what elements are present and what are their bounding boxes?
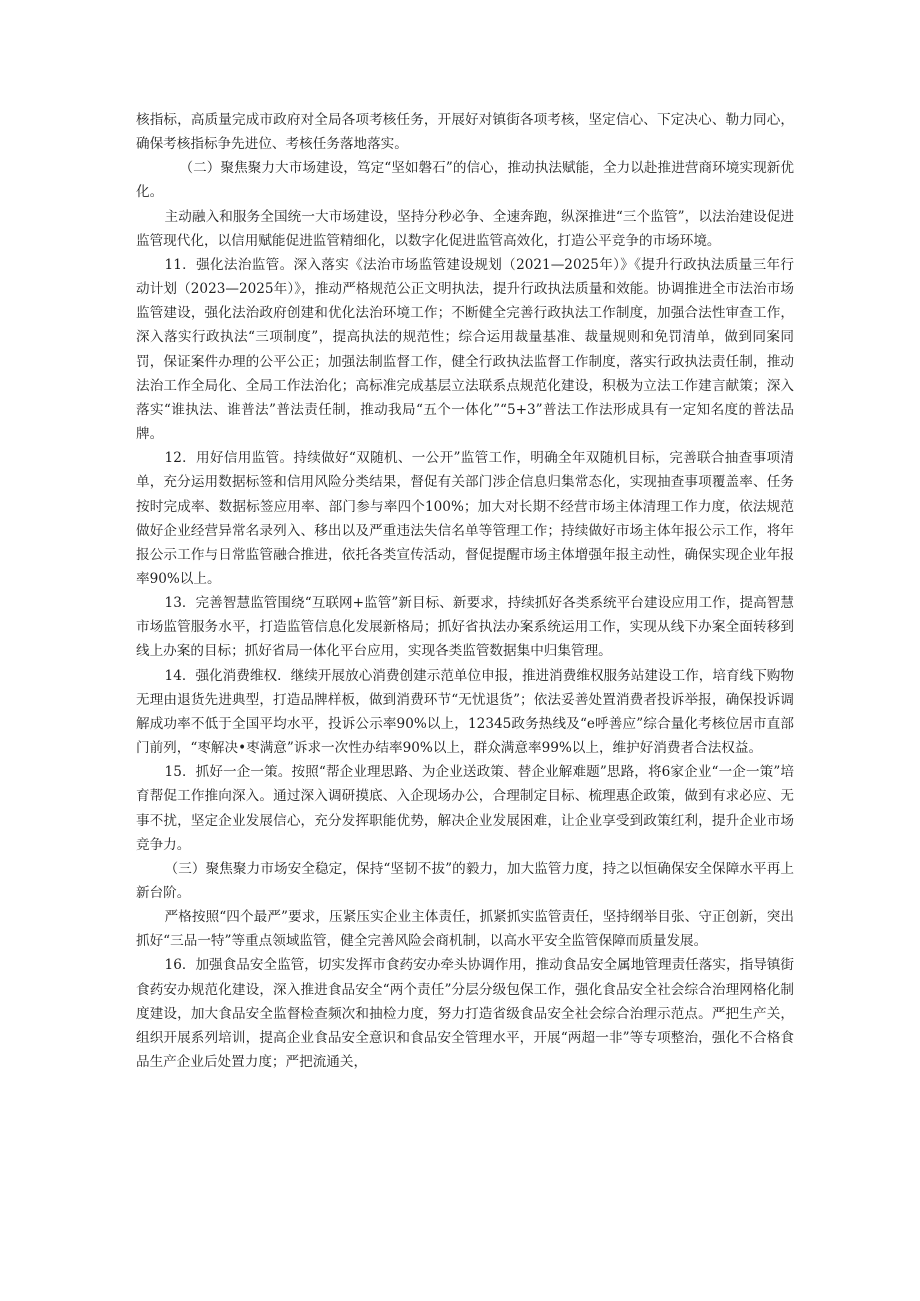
paragraph-5-item-12: 12．用好信用监管。持续做好“双随机、一公开”监管工作，明确全年双随机目标，完善联合抽查事项清单，充分运用数据标签和信用风险分类结果，督促有关部门涉企信息归集常态化，实现抽查事项覆盖率、任务按时完成率、数据标签应用率、部门参与率四个100%；加大对长期不经营市场主体清理工作力度，依法规范做好企业经营异常名录列入、移出以及严重违法失信名单等管理工作；持续做好市场主体年报公示工作，将年报公示工作与日常监管融合推进，依托各类宣传活动，督促提醒市场主体增强年报主动性，确保实现企业年报率90%以上。 xyxy=(136,450,794,587)
paragraph-3: 主动融入和服务全国统一大市场建设，坚持分秒必争、全速奔跑，纵深推进“三个监管”，以法治建设促进监管现代化，以信用赋能促进监管精细化，以数字化促进监管高效化，打造公平竞争的市场环境。 xyxy=(136,208,794,249)
paragraph-7-item-14: 14．强化消费维权．继续开展放心消费创建示范单位申报，推进消费维权服务站建设工作，培育线下购物无理由退货先进典型，打造品牌样板，做到消费环节“无忧退货”；依法妥善处置消费者投诉举报，确保投诉调解成功率不低于全国平均水平，投诉公示率90%以上，12345政务热线及“e呼善应”综合量化考核位居市直部门前列，“枣解决•枣满意”诉求一次性办结率90%以上，群众满意率99%以上，维护好消费者合法权益。 xyxy=(136,667,794,757)
document-body xyxy=(136,108,794,1074)
paragraph-9-section-heading: （三）聚焦聚力市场安全稳定，保持“坚韧不拔”的毅力，加大监管力度，持之以恒确保安全保障水平再上新台阶。 xyxy=(136,860,794,901)
paragraph-8-item-15: 15．抓好一企一策。按照“帮企业理思路、为企业送政策、替企业解难题”思路，将6家企业“一企一策”培育帮促工作推向深入。通过深入调研摸底、入企现场办公，合理制定目标、梳理惠企政策，做到有求必应、无事不扰，坚定企业发展信心，充分发挥职能优势，解决企业发展困难，让企业享受到政策红利，提升企业市场竞争力。 xyxy=(136,764,794,853)
paragraph-6-item-13: 13．完善智慧监管围绕“互联网+监管”新目标、新要求，持续抓好各类系统平台建设应用工作，提高智慧市场监管服务水平，打造监管信息化发展新格局；抓好省执法办案系统运用工作，实现从线下办案全面转移到线上办案的目标；抓好省局一体化平台应用，实现各类监管数据集中归集管理。 xyxy=(136,595,794,660)
paragraph-1: 核指标，高质量完成市政府对全局各项考核任务，开展好对镇街各项考核，坚定信心、下定决心、勒力同心，确保考核指标争先进位、考核任务落地落实。 xyxy=(136,112,794,153)
paragraph-2-section-heading: （二）聚焦聚力大市场建设，笃定“坚如磐石”的信心，推动执法赋能，全力以赴推进营商环境实现新优化。 xyxy=(136,160,794,201)
paragraph-4-item-11: 11．强化法治监管。深入落实《法治市场监管建设规划（2021—2025年）》《提升行政执法质量三年行动计划（2023—2025年）》，推动严格规范公正文明执法，提升行政执法质量和效能。协调推进全市法治市场监管建设，强化法治政府创建和优化法治环境工作；不断健全完善行政执法工作制度，加强合法性审查工作，深入落实行政执法“三项制度”，提高执法的规范性；综合运用裁量基准、裁量规则和免罚清单，做到同案同罚，保证案件办理的公平公正；加强法制监督工作，健全行政执法监督工作制度，落实行政执法责任制，推动法治工作全局化、全局工作法治化；高标准完成基层立法联系点规范化建设，积极为立法工作建言献策；深入落实“谁执法、谁普法”普法责任制，推动我局“五个一体化”“5+3”普法工作法形成具有一定知名度的普法品牌。 xyxy=(136,256,794,443)
paragraph-10: 严格按照“四个最严”要求，压紧压实企业主体责任，抓紧抓实监管责任，坚持纲举目张、守正创新，突出抓好“三品一特”等重点领域监管，健全完善风险会商机制，以高水平安全监管保障而质量发展。 xyxy=(136,909,794,950)
paragraph-11-item-16: 16．加强食品安全监管，切实发挥市食药安办牵头协调作用，推动食品安全属地管理责任落实，指导镇街食药安办规范化建设，深入推进食品安全“两个责任”分层分级包保工作，强化食品安全社会综合治理网格化制度建设，加大食品安全监督检查频次和抽检力度，努力打造省级食品安全社会综合治理示范点。严把生产关，组织开展系列培训，提高企业食品安全意识和食品安全管理水平，开展“两超一非”等专项整治，强化不合格食品生产企业后处置力度；严把流通关， xyxy=(136,957,794,1071)
